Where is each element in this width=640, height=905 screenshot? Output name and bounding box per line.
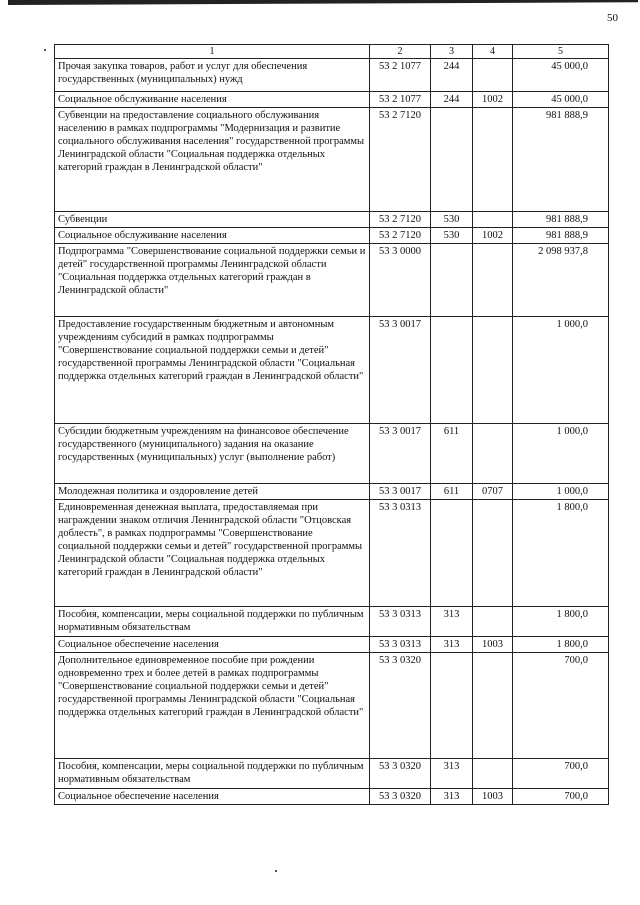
row-name: Пособия, компенсации, меры социальной поддержки по публичным нормативным обязательствам [55,607,370,637]
table-row [55,637,609,653]
row-name: Прочая закупка товаров, работ и услуг для обеспечения государственных (муниципальных) нужд [55,59,370,92]
row-name: Социальное обеспечение населения [55,637,370,653]
table-row [55,789,609,805]
table-row [55,59,609,92]
table-row [55,484,609,500]
column-number-row [55,45,609,59]
row-amount: 700,0 [513,653,609,759]
row-name: Молодежная политика и оздоровление детей [55,484,370,500]
row-vr [431,653,473,759]
header-col-3: 3 [431,45,473,59]
header-col-1: 1 [55,45,370,59]
row-vr: 313 [431,789,473,805]
row-vr: 530 [431,228,473,244]
row-code: 53 3 0017 [370,317,431,424]
row-vr: 313 [431,607,473,637]
row-code: 53 3 0313 [370,607,431,637]
row-code: 53 3 0017 [370,424,431,484]
row-code: 53 3 0320 [370,759,431,789]
row-section: 1003 [473,637,513,653]
row-amount: 981 888,9 [513,228,609,244]
row-vr: 611 [431,484,473,500]
table-row [55,759,609,789]
header-col-5: 5 [513,45,609,59]
table-row [55,228,609,244]
row-vr [431,244,473,317]
row-code: 53 3 0017 [370,484,431,500]
row-name: Единовременная денежная выплата, предоставляемая при награждении знаком отличия Ленинградской области "Отцовская доблесть", в рамках подпрограммы "Совершенствование социальной поддержки семьи и детей" государственной программы Ленинградской области "Социальная поддержка отдельных категорий граждан в Ленинградской области" [55,500,370,607]
table-row [55,212,609,228]
row-code: 53 2 1077 [370,92,431,108]
row-amount: 45 000,0 [513,92,609,108]
row-section [473,317,513,424]
row-vr [431,317,473,424]
row-section [473,59,513,92]
row-amount: 1 000,0 [513,424,609,484]
table-row [55,317,609,424]
row-section [473,244,513,317]
scan-speck [44,49,46,51]
row-amount: 1 000,0 [513,317,609,424]
row-amount: 1 800,0 [513,500,609,607]
header-col-4: 4 [473,45,513,59]
row-code: 53 2 1077 [370,59,431,92]
table-row [55,244,609,317]
row-amount: 1 000,0 [513,484,609,500]
row-section [473,424,513,484]
table-row [55,108,609,212]
header-col-2: 2 [370,45,431,59]
row-code: 53 2 7120 [370,228,431,244]
row-section: 1002 [473,228,513,244]
row-section [473,500,513,607]
row-vr: 313 [431,759,473,789]
scan-speck [275,870,277,872]
row-section [473,607,513,637]
row-code: 53 2 7120 [370,108,431,212]
row-amount: 2 098 937,8 [513,244,609,317]
row-name: Социальное обслуживание населения [55,228,370,244]
row-section [473,653,513,759]
row-vr [431,500,473,607]
row-code: 53 3 0320 [370,789,431,805]
row-name: Субсидии бюджетным учреждениям на финансовое обеспечение государственного (муниципального) задания на оказание государственных (муниципальных) услуг (выполнение работ) [55,424,370,484]
row-name: Субвенции на предоставление социального обслуживания населению в рамках подпрограммы "Модернизация и развитие социального обслуживания населения" государственной программы Ленинградской области "Социальная поддержка отдельных категорий граждан в Ленинградской области" [55,108,370,212]
row-vr [431,108,473,212]
row-vr: 244 [431,59,473,92]
row-code: 53 3 0000 [370,244,431,317]
row-amount: 700,0 [513,789,609,805]
row-section [473,759,513,789]
row-section: 1002 [473,92,513,108]
row-code: 53 3 0313 [370,637,431,653]
row-section: 1003 [473,789,513,805]
table-row [55,607,609,637]
budget-table [54,44,609,805]
row-vr: 244 [431,92,473,108]
row-name: Подпрограмма "Совершенствование социальной поддержки семьи и детей" государственной программы Ленинградской области "Социальная поддержка отдельных категорий граждан в Ленинградской области" [55,244,370,317]
row-code: 53 3 0320 [370,653,431,759]
row-vr: 313 [431,637,473,653]
scan-top-border [8,0,638,5]
row-amount: 45 000,0 [513,59,609,92]
table-row [55,424,609,484]
row-name: Пособия, компенсации, меры социальной поддержки по публичным нормативным обязательствам [55,759,370,789]
table-row [55,653,609,759]
row-section [473,108,513,212]
row-name: Предоставление государственным бюджетным и автономным учреждениям субсидий в рамках подпрограммы "Совершенствование социальной поддержки семьи и детей" государственной программы Ленинградской области "Социальная поддержка отдельных категорий граждан в Ленинградской области" [55,317,370,424]
row-name: Социальное обеспечение населения [55,789,370,805]
row-name: Социальное обслуживание населения [55,92,370,108]
row-amount: 981 888,9 [513,212,609,228]
row-amount: 1 800,0 [513,637,609,653]
row-vr: 611 [431,424,473,484]
row-amount: 981 888,9 [513,108,609,212]
row-code: 53 3 0313 [370,500,431,607]
page-number: 50 [607,12,618,24]
row-code: 53 2 7120 [370,212,431,228]
row-section: 0707 [473,484,513,500]
row-name: Субвенции [55,212,370,228]
row-amount: 700,0 [513,759,609,789]
table-row [55,500,609,607]
row-vr: 530 [431,212,473,228]
table-row [55,92,609,108]
row-amount: 1 800,0 [513,607,609,637]
row-section [473,212,513,228]
row-name: Дополнительное единовременное пособие при рождении одновременно трех и более детей в рамках подпрограммы "Совершенствование социальной поддержки семьи и детей" государственной программы Ленинградской области "Социальная поддержка отдельных категорий граждан в Ленинградской области" [55,653,370,759]
